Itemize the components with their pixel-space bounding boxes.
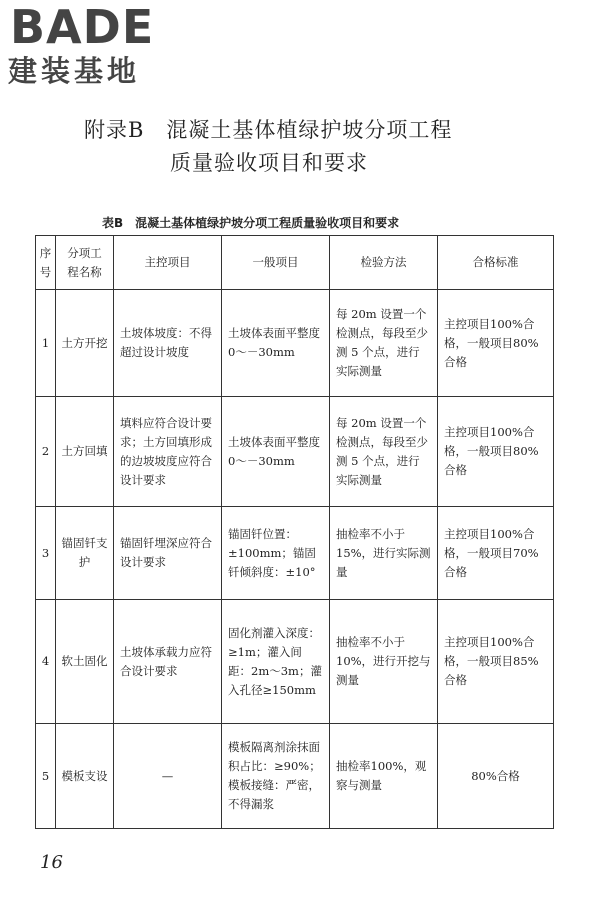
row-general: 土坡体表面平整度 0～－30mm [222, 290, 330, 397]
row-method: 抽检率100%，观察与测量 [330, 724, 438, 829]
row-name: 土方开挖 [56, 290, 114, 397]
header-main-items: 主控项目 [114, 236, 222, 290]
row-general: 固化剂灌入深度：≥1m；灌入间距：2m～3m；灌入孔径≥150mm [222, 600, 330, 724]
row-method: 抽检率不小于10%，进行开挖与测量 [330, 600, 438, 724]
row-standard: 主控项目100%合格，一般项目85%合格 [438, 600, 554, 724]
row-main: 锚固钎埋深应符合设计要求 [114, 507, 222, 600]
appendix-title-line1: 附录B 混凝土基体植绿护坡分项工程 [84, 118, 453, 142]
page-number: 16 [40, 852, 63, 873]
row-main: 填料应符合设计要求；土方回填形成的边坡坡度应符合设计要求 [114, 397, 222, 507]
row-no: 5 [36, 724, 56, 829]
header-item-name: 分项工程名称 [56, 236, 114, 290]
row-main: 土坡体坡度：不得超过设计坡度 [114, 290, 222, 397]
row-no: 2 [36, 397, 56, 507]
table-header-row [36, 236, 554, 290]
row-standard: 80%合格 [438, 724, 554, 829]
row-name: 锚固钎支护 [56, 507, 114, 600]
row-name: 模板支设 [56, 724, 114, 829]
row-main: — [114, 724, 222, 829]
row-no: 1 [36, 290, 56, 397]
logo-word: BADE [10, 0, 155, 54]
row-name: 软土固化 [56, 600, 114, 724]
row-main: 土坡体承载力应符合设计要求 [114, 600, 222, 724]
table-caption: 表B 混凝土基体植绿护坡分项工程质量验收项目和要求 [102, 216, 400, 230]
logo-subtitle: 建装基地 [8, 54, 141, 88]
table-row [36, 600, 554, 724]
row-general: 模板隔离剂涂抹面积占比：≥90%；模板接缝：严密，不得漏浆 [222, 724, 330, 829]
row-no: 4 [36, 600, 56, 724]
row-general: 锚固钎位置：±100mm；锚固钎倾斜度：±10° [222, 507, 330, 600]
row-standard: 主控项目100%合格，一般项目70%合格 [438, 507, 554, 600]
table-row [36, 724, 554, 829]
table-row [36, 397, 554, 507]
row-standard: 主控项目100%合格，一般项目80%合格 [438, 397, 554, 507]
table-row [36, 507, 554, 600]
row-no: 3 [36, 507, 56, 600]
row-general: 土坡体表面平整度 0～－30mm [222, 397, 330, 507]
table-row [36, 290, 554, 397]
logo [8, 2, 178, 94]
acceptance-table [35, 235, 554, 829]
header-method: 检验方法 [330, 236, 438, 290]
row-standard: 主控项目100%合格，一般项目80%合格 [438, 290, 554, 397]
row-name: 土方回填 [56, 397, 114, 507]
row-method: 每 20m 设置一个检测点，每段至少测 5 个点，进行实际测量 [330, 290, 438, 397]
row-method: 抽检率不小于15%，进行实际测量 [330, 507, 438, 600]
header-seq: 序号 [36, 236, 56, 290]
header-standard: 合格标准 [438, 236, 554, 290]
appendix-title-line2: 质量验收项目和要求 [170, 151, 368, 175]
row-method: 每 20m 设置一个检测点，每段至少测 5 个点，进行实际测量 [330, 397, 438, 507]
header-general-items: 一般项目 [222, 236, 330, 290]
